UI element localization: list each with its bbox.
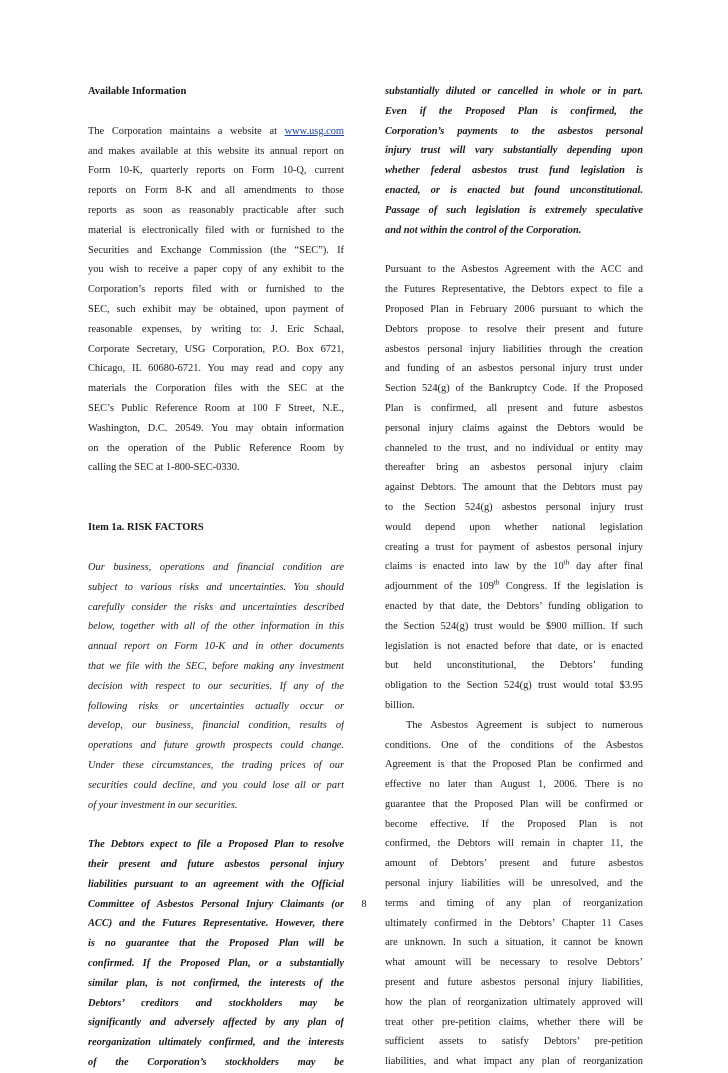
text-line: Even if the Proposed Plan is confirmed, the [385, 105, 643, 117]
text-line: Debtors’ creditors and stockholders may be [88, 997, 344, 1009]
text-line: operations and future growth prospects could change. [88, 740, 344, 752]
text-line: guarantee that the Proposed Plan will be confirmed or [385, 798, 643, 810]
text-line: liabilities pursuant to an agreement with the Official [88, 878, 344, 890]
text-line: reports as soon as reasonably practicable after such [88, 204, 344, 216]
text-line: how the plan of reorganization ultimately approved will [385, 996, 643, 1008]
text-line: the Section 524(g) trust would be $900 million. If such [385, 620, 643, 632]
text-line: decision with respect to our securities. If any of the [88, 680, 344, 692]
text-line: creating a trust for payment of asbestos personal injury [385, 541, 643, 553]
text-line: carefully consider the risks and uncertainties described [88, 601, 344, 613]
text-line: materials the Corporation files with the SEC at the [88, 383, 344, 395]
text-line: the Futures Representative, the Debtors expect to file a [385, 284, 643, 296]
text-line: Our business, operations and financial condition are [88, 561, 344, 573]
text-line: thereafter bring an asbestos personal injury claim [385, 462, 643, 474]
text-line: against Debtors. The amount that the Debtors must pay [385, 482, 643, 494]
text-line: and not within the control of the Corporation. [385, 224, 582, 236]
text-line: confirmed, the Debtors will remain in chapter 11, the [385, 838, 643, 850]
text-line: subject to various risks and uncertainties. You should [88, 581, 344, 593]
available-information-paragraph [88, 122, 344, 478]
text-line: Securities and Exchange Commission (the “SEC”). If [88, 244, 344, 256]
text-line: SEC’s Public Reference Room at 100 F Street, N.E., [88, 402, 344, 414]
text-line: Washington, D.C. 20549. You may obtain information [88, 422, 344, 434]
text-line: channeled to the trust, and no individual or entity may [385, 442, 643, 454]
text-line: Passage of such legislation is extremely speculative [385, 204, 643, 216]
text-line: develop, our business, financial condition, results of [88, 720, 344, 732]
text-line: enacted by that date, the Debtors’ funding obligation to [385, 600, 643, 612]
text-line: Corporation’s reports filed with or furnished to the [88, 284, 344, 296]
text-line: ultimately confirmed in the Debtors’ Chapter 11 Cases [385, 917, 643, 929]
text-line: Corporation’s payments to the asbestos personal [385, 125, 643, 137]
text-line: claims is enacted into law by the 10th day after final [385, 558, 643, 573]
text-line: and funding of an asbestos personal injury trust under [385, 363, 643, 375]
text-line: Chicago, IL 60680-6721. You may read and copy any [88, 363, 344, 375]
text-line: of the Corporation’s stockholders may be [88, 1057, 344, 1069]
text-line: Section 524(g) of the Bankruptcy Code. If the Proposed [385, 383, 643, 395]
website-link[interactable]: www.usg.com [284, 125, 344, 137]
risk-factors-intro-paragraph [88, 558, 344, 815]
text-line: you wish to receive a paper copy of any exhibit to the [88, 264, 344, 276]
text-line: reorganization ultimately confirmed, and the interests [88, 1037, 344, 1049]
text-line: on the operation of the Public Reference Room by [88, 442, 344, 454]
text-line: securities could decline, and you could lose all or part [88, 779, 344, 791]
right-column [385, 82, 643, 1072]
text-line: of your investment in our securities. [88, 799, 238, 811]
left-column [88, 82, 344, 1073]
risk-factor-bold-statement [88, 835, 344, 1073]
text-line: Under these circumstances, the trading prices of our [88, 759, 344, 771]
text-line: Corporate Secretary, USG Corporation, P.O. Box 6721, [88, 343, 344, 355]
text-line: following risks or uncertainties actually occur or [88, 700, 344, 712]
text-line: Pursuant to the Asbestos Agreement with the ACC and [385, 264, 643, 276]
text-line: personal injury claims against the Debtors would be [385, 422, 643, 434]
text-line: present and future asbestos personal injury liabilities, [385, 977, 643, 989]
text-line: material is electronically filed with or furnished to the [88, 224, 344, 236]
text-line: become effective. If the Proposed Plan is not [385, 818, 643, 830]
text-line: what amount will be necessary to resolve Debtors’ [385, 957, 643, 969]
text-line: significantly and adversely affected by any plan of [88, 1017, 344, 1029]
page-number: 8 [361, 899, 367, 910]
asbestos-agreement-paragraph [385, 260, 643, 715]
text-line: whether federal asbestos trust fund legislation is [385, 165, 643, 177]
section-heading-risk-factors: Item 1a. RISK FACTORS [88, 522, 204, 534]
text-line: is no guarantee that the Proposed Plan will be [88, 938, 344, 950]
text-line: conditions. One of the conditions of the Asbestos [385, 739, 643, 751]
text-line: personal injury liabilities will be unresolved, and the [385, 878, 643, 890]
text-line: are unknown. In such a situation, it cannot be known [385, 937, 643, 949]
asbestos-agreement-conditions-paragraph [385, 716, 643, 1072]
text-line: and makes available at this website its annual report on [88, 145, 344, 157]
text-line: but held unconstitutional, the Debtors’ funding [385, 660, 643, 672]
text-line: confirmed. If the Proposed Plan, or a substantially [88, 958, 344, 970]
text-line: reasonable expenses, by writing to: J. Eric Schaal, [88, 323, 344, 335]
text-line: Plan is confirmed, all present and future asbestos [385, 402, 643, 414]
text-line: The Corporation maintains a website at www.usg.com [88, 125, 344, 137]
text-line: ACC) and the Futures Representative. However, there [88, 918, 344, 930]
text-line: substantially diluted or cancelled in whole or in part. [385, 86, 643, 97]
text-line: sufficient assets to satisfy Debtors’ pre-petition [385, 1036, 643, 1048]
text-line: legislation is not enacted before that date, or is enacted [385, 640, 643, 652]
text-line: that we file with the SEC, before making any investment [88, 660, 344, 672]
text-line: enacted, or is enacted but found unconstitutional. [385, 184, 643, 196]
text-line: similar plan, is not confirmed, the interests of the [88, 977, 344, 989]
text-line: billion. [385, 699, 415, 711]
text-line: terms and timing of any plan of reorganization [385, 897, 643, 909]
text-line: reports on Form 8-K and all amendments to those [88, 185, 344, 197]
text-line: Form 10-K, quarterly reports on Form 10-Q, current [88, 165, 344, 177]
text-line: Debtors propose to resolve their present and future [385, 323, 643, 335]
text-line: adjournment of the 109th Congress. If the legislation is [385, 578, 643, 593]
text-line: The Debtors expect to file a Proposed Plan to resolve [88, 839, 344, 851]
text-line: Committee of Asbestos Personal Injury Claimants (or [88, 898, 344, 910]
text-line: asbestos personal injury liabilities through the creation [385, 343, 643, 355]
text-line: obligation to the Section 524(g) trust would total $3.95 [385, 680, 643, 692]
text-line: effective no later than August 1, 2006. There is no [385, 779, 643, 791]
section-heading-available-information: Available Information [88, 86, 187, 97]
risk-factor-bold-statement-continued [385, 82, 643, 240]
text-line: their present and future asbestos personal injury [88, 859, 344, 871]
text-line: Agreement is that the Proposed Plan be confirmed and [385, 759, 643, 771]
text-line: would depend upon whether national legislation [385, 521, 643, 533]
text-line: liabilities, and what impact any plan of reorganization [385, 1056, 643, 1068]
text-line: amount of Debtors’ present and future asbestos [385, 858, 643, 870]
text-line: calling the SEC at 1-800-SEC-0330. [88, 462, 240, 474]
text-line: Proposed Plan in February 2006 pursuant to which the [385, 303, 643, 315]
text-line: The Asbestos Agreement is subject to numerous [406, 719, 643, 731]
text-line: below, together with all of the other information in this [88, 621, 344, 633]
text-line: SEC, such exhibit may be obtained, upon payment of [88, 303, 344, 315]
text-line: treat other pre-petition claims, whether there will be [385, 1016, 643, 1028]
text-line: injury trust will vary substantially depending upon [385, 145, 643, 157]
text-line: to the Section 524(g) asbestos personal injury trust [385, 501, 643, 513]
text-line: annual report on Form 10-K and in other documents [88, 641, 344, 653]
